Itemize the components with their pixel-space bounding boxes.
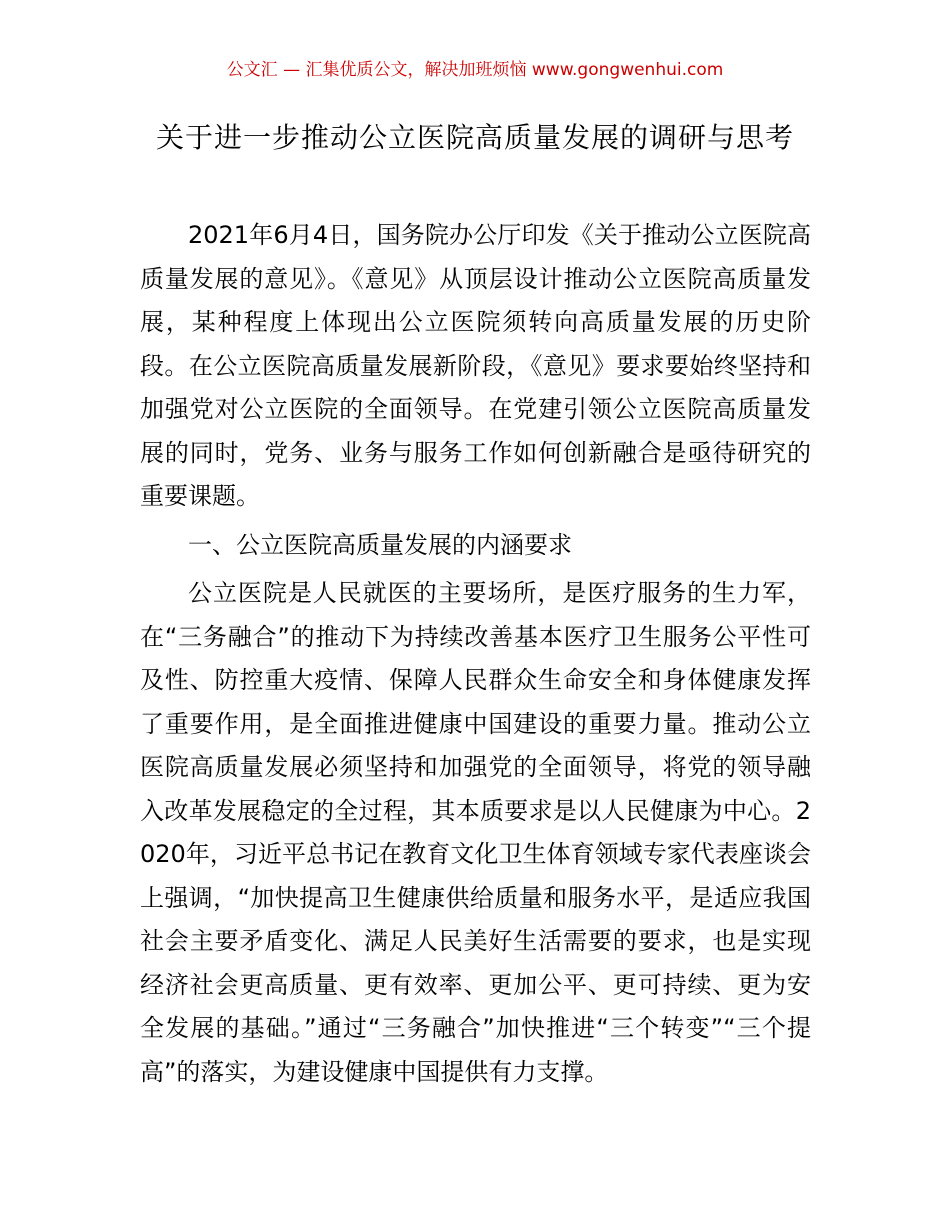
document-title: 关于进一步推动公立医院高质量发展的调研与思考 (155, 121, 794, 154)
paragraph-intro: 2021年6月4日，国务院办公厅印发《关于推动公立医院高质量发展的意见》。《意见》从顶层设计推动公立医院高质量发展，某种程度上体现出公立医院须转向高质量发展的历史阶段。在公立医院高质量发展新阶段，《意见》要求要始终坚持和加强党对公立医院的全面领导。在党建引领公立医院高质量发展的同时，党务、业务与服务工作如何创新融合是亟待研究的重要课题。 (140, 221, 811, 510)
section-heading: 一、公立医院高质量发展的内涵要求 (188, 530, 572, 559)
site-banner: 公文汇 — 汇集优质公文，解决加班烦恼 www.gongwenhui.com (226, 60, 724, 80)
paragraph-section-1: 公立医院是人民就医的主要场所，是医疗服务的生力军，在“三务融合”的推动下为持续改善基本医疗卫生服务公平性可及性、防控重大疫情、保障人民群众生命安全和身体健康发挥了重要作用，是全面推进健康中国建设的重要力量。推动公立医院高质量发展必须坚持和加强党的全面领导，将党的领导融入改革发展稳定的全过程，其本质要求是以人民健康为中心。2020年，习近平总书记在教育文化卫生体育领域专家代表座谈会上强调，“加快提高卫生健康供给质量和服务水平，是适应我国社会主要矛盾变化、满足人民美好生活需要的要求，也是实现经济社会更高质量、更有效率、更加公平、更可持续、更为安全发展的基础。”通过“三务融合”加快推进“三个转变”“三个提高”的落实，为建设健康中国提供有力支撑。 (140, 579, 811, 1086)
document-body (140, 214, 811, 1094)
